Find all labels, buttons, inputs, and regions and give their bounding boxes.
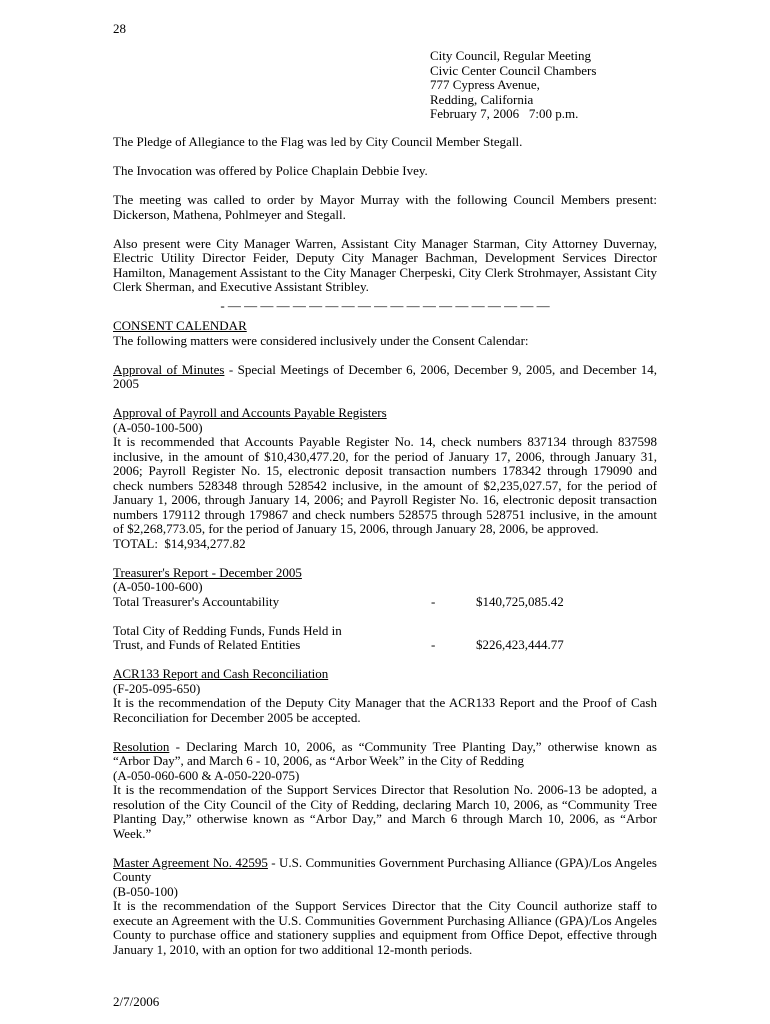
treasurer-row-dash: - <box>431 593 436 609</box>
treasurer-code: (A-050-100-600) <box>113 579 203 594</box>
treasurer-row-label: Total Treasurer's Accountability <box>113 593 280 609</box>
funds-row-value: $226,423,444.77 <box>476 637 564 652</box>
payroll-title: Approval of Payroll and Accounts Payable Registers <box>113 405 387 420</box>
resolution-text: - Declaring March 10, 2006, as “Community Tree Planting Day,” otherwise known as “Arbor Day”, and March 6 - 10, 2006, as “Arbor Week” in the City of Redding <box>113 738 657 768</box>
acr133-title: ACR133 Report and Cash Reconciliation <box>113 666 329 681</box>
minutes-body <box>113 135 657 957</box>
also-present-paragraph: Also present were City Manager Warren, Assistant City Manager Starman, City Attorney Duvernay, Electric Utility Director Feider, Deputy City Manager Bachman, Development Services Director Hamilton, Management Assistant to the City Manager Cherpeski, City Clerk Strohmayer, Assistant City Clerk Sherman, and Executive Assistant Stribley. <box>113 235 657 294</box>
funds-row-label: Trust, and Funds of Related Entities <box>113 637 301 652</box>
section-divider: - — — — — — — — — — — — — — — — — — — — — <box>220 297 550 313</box>
header-line: Redding, California <box>430 91 534 107</box>
master-agreement-code: (B-050-100) <box>113 883 178 899</box>
funds-row <box>113 638 657 653</box>
treasurer-row-value: $140,725,085.42 <box>476 593 564 609</box>
header-line: 777 Cypress Avenue, <box>430 77 540 92</box>
resolution-recommendation: It is the recommendation of the Support Services Director that Resolution No. 2006-13 be adopted, a resolution of the City Council of the City of Redding, declaring March 10, 2006, as “Community Tree Planting Day,” otherwise known as “Arbor Day,” and March 6 through March 10, 2006, as “Arbor Week.” <box>113 782 657 841</box>
minutes-text: - Special Meetings of December 6, 2006, December 9, 2005, and December 14, 2005 <box>113 361 657 391</box>
page-number: 28 <box>113 21 126 36</box>
header-line: City Council, Regular Meeting <box>430 48 592 63</box>
meeting-header <box>430 49 596 122</box>
funds-label-line: Total City of Redding Funds, Funds Held in <box>113 622 342 638</box>
header-line: Civic Center Council Chambers <box>430 62 597 78</box>
call-to-order-paragraph: The meeting was called to order by Mayor Murray with the following Council Members present: Dickerson, Mathena, Pohlmeyer and Stegall. <box>113 192 657 222</box>
treasurer-title: Treasurer's Report - December 2005 <box>113 564 302 580</box>
payroll-item <box>113 406 657 551</box>
header-line: February 7, 2006 7:00 p.m. <box>430 106 579 121</box>
funds-row-dash: - <box>431 637 436 652</box>
footer-date: 2/7/2006 <box>113 994 160 1009</box>
payroll-code: (A-050-100-500) <box>113 419 203 435</box>
consent-calendar-section <box>113 319 657 957</box>
pledge-paragraph: The Pledge of Allegiance to the Flag was led by City Council Member Stegall. <box>113 134 523 149</box>
payroll-text: It is recommended that Accounts Payable Register No. 14, check numbers 837134 through 837598 inclusive, in the amount of $10,430,477.20, for the period of January 17, 2006, through January 31, 2006; Payroll Register No. 15, electronic deposit transaction numbers 178342 through 179090 and check numbers 528348 through 528542 inclusive, in the amount of $2,235,027.57, for the period of January 1, 2006, through January 14, 2006; and Payroll Register No. 16, electronic deposit transaction numbers 179112 through 179867 and check numbers 528575 through 528751 inclusive, in the amount of $2,268,773.05, for the period of January 15, 2006, through January 28, 2006, be approved. <box>113 434 657 536</box>
treasurer-item <box>113 566 657 653</box>
acr133-text: It is the recommendation of the Deputy City Manager that the ACR133 Report and the Proof of Cash Reconciliation for December 2005 be accepted. <box>113 695 657 725</box>
resolution-title: Resolution <box>113 738 170 754</box>
master-agreement-text: - U.S. Communities Government Purchasing Alliance (GPA)/Los Angeles County <box>113 854 657 884</box>
resolution-code: (A-050-060-600 & A-050-220-075) <box>113 767 300 783</box>
resolution-item <box>113 740 657 842</box>
minutes-item <box>113 363 657 392</box>
payroll-total: TOTAL: $14,934,277.82 <box>113 535 246 551</box>
master-agreement-item <box>113 856 657 958</box>
invocation-paragraph: The Invocation was offered by Police Chaplain Debbie Ivey. <box>113 163 428 178</box>
master-agreement-title: Master Agreement No. 42595 <box>113 854 268 870</box>
minutes-title: Approval of Minutes <box>113 361 225 377</box>
consent-intro: The following matters were considered inclusively under the Consent Calendar: <box>113 332 529 348</box>
consent-calendar-heading: CONSENT CALENDAR <box>113 318 247 333</box>
acr133-code: (F-205-095-650) <box>113 680 201 696</box>
acr133-item <box>113 667 657 725</box>
treasurer-row <box>113 595 657 610</box>
master-agreement-recommendation: It is the recommendation of the Support Services Director that the City Council authorize staff to execute an Agreement with the U.S. Communities Government Purchasing Alliance (GPA)/Los Angeles County to purchase office and stationery supplies and equipment from Office Depot, effective through January 1, 2010, with an option for two additional 12-month periods. <box>113 898 657 957</box>
